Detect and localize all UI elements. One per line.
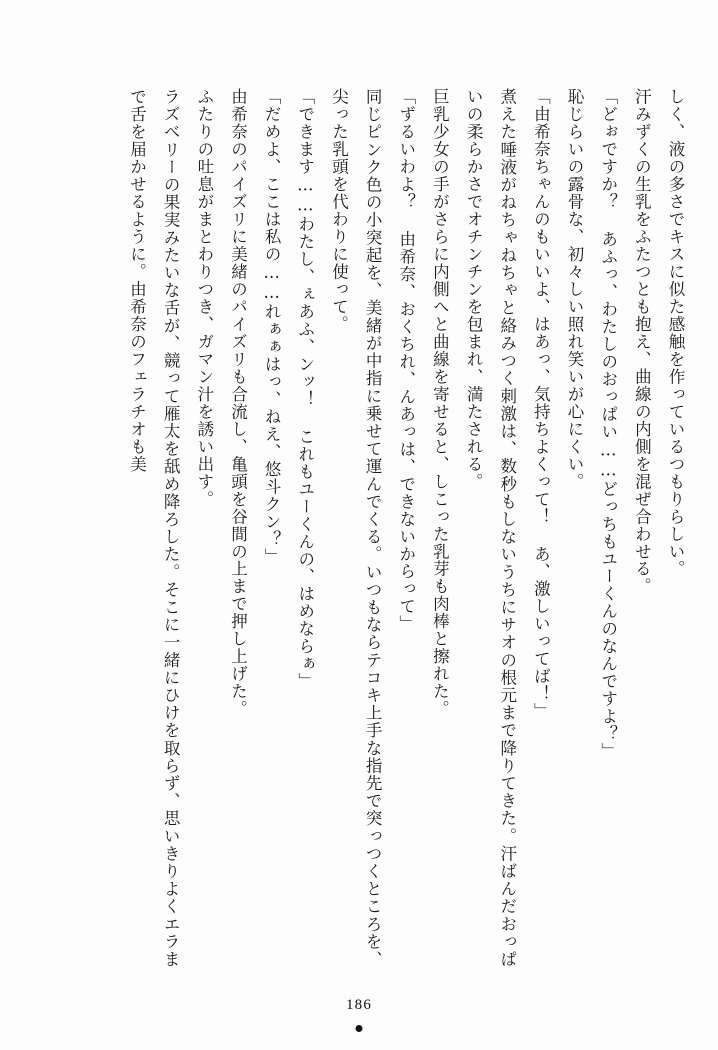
body-paragraph: 「ずるいわよ？ 由希奈、おくちれ、んあっは、できないからって」 xyxy=(396,88,416,633)
page-marker-dot xyxy=(356,1025,363,1032)
body-paragraph: 恥じらいの露骨な、初々しい照れ笑いが心にくい。 xyxy=(565,88,585,491)
body-paragraph: 「由希奈ちゃんのもいいよ、はあっ、気持ちよくって！ あ、激しいってば！」 xyxy=(531,88,551,721)
body-paragraph: 「だめよ、ここは私の……れぁぁはっ、ねえ、悠斗クン？」 xyxy=(262,88,282,566)
body-paragraph: 煮えた唾液がねちゃねちゃと絡みつく刺激は、数秒もしないうちにサオの根元まで降りてきた。汗ばんだおっぱいの柔らかさでオチンチンを包まれ、満たされる。 xyxy=(464,88,517,968)
vertical-text-body xyxy=(58,88,692,968)
page-number: 186 xyxy=(345,997,373,1013)
body-paragraph: しく、液の多さでキスに似た感触を作っているつもりらしい。 xyxy=(666,88,685,578)
body-paragraph: ふたりの吐息がまとわりつき、ガマン汁を誘い出す。 xyxy=(194,88,214,508)
body-paragraph: 同じピンク色の小突起を、美緒が中指に乗せて運んでくる。いつもならテコキ上手な指先で突っつくところを、尖った乳頭を代わりに使って。 xyxy=(329,88,383,968)
body-paragraph: 由希奈のパイズリに美緒のパイズリも合流し、亀頭を谷間の上まで押し上げた。 xyxy=(228,88,248,718)
body-paragraph: 「どぉですか？ あふっ、わたしのおっぱい……どっちもユーくんのなんですよ？」 xyxy=(598,88,618,761)
body-paragraph: 汗みずくの生乳をふたつとも抱え、曲線の内側を混ぜ合わせる。 xyxy=(632,88,652,596)
body-paragraph: 「できます……わたし、ぇあふ、ンッ！ これもユーくんの、はめならぁ」 xyxy=(295,88,315,691)
body-paragraph: 巨乳少女の手がさらに内側へと曲線を寄せると、しこった乳芽も肉棒と擦れた。 xyxy=(430,88,450,718)
body-paragraph: ラズベリーの果実みたいな舌が、競って雁太を舐め降ろした。そこに一緒にひけを取らず、思いきりよくエラまで舌を届かせるように。由希奈のフェラチオも美 xyxy=(127,88,181,968)
